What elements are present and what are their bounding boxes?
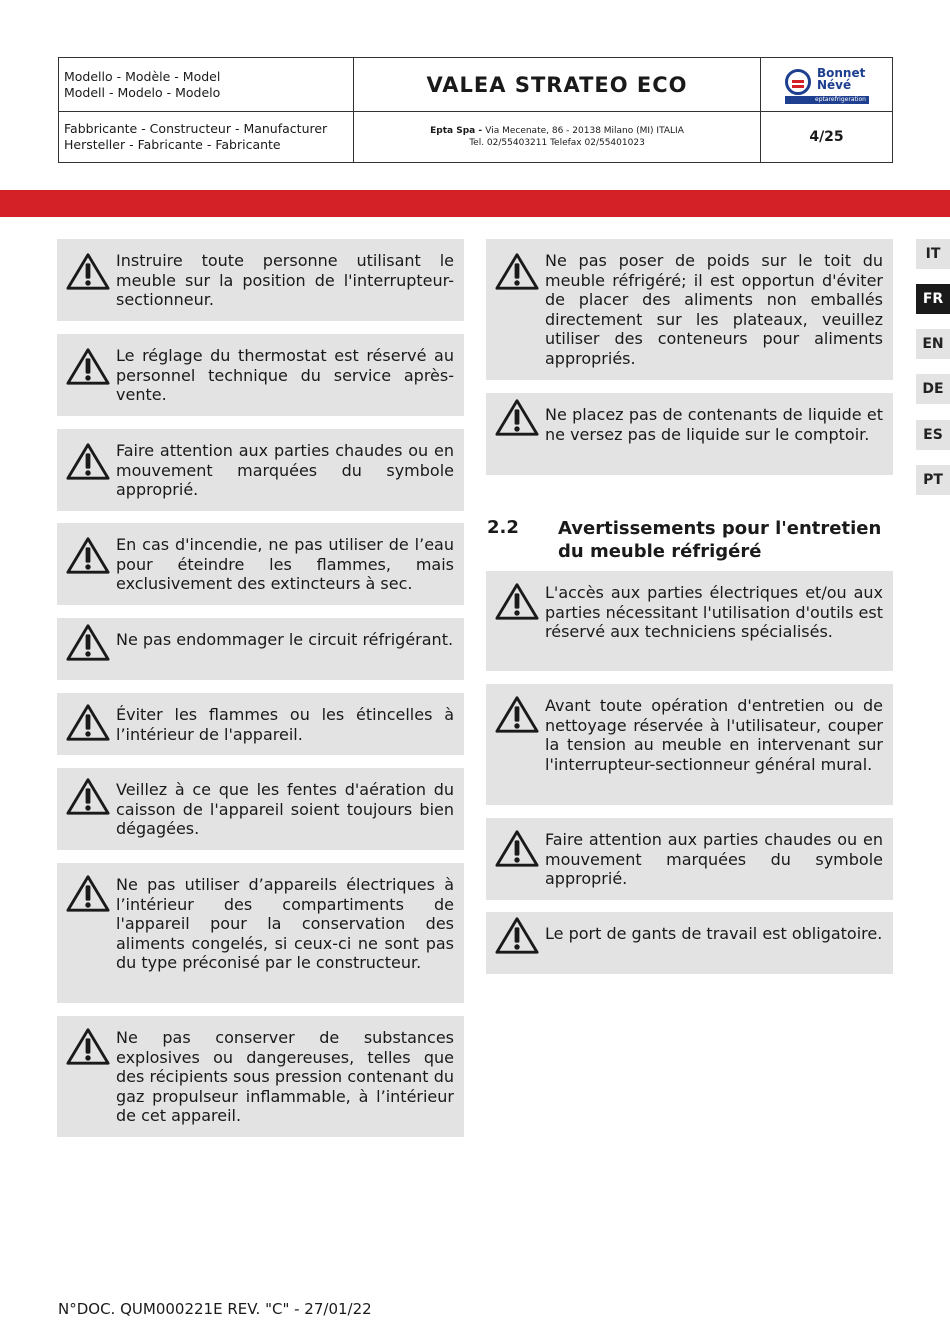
lang-tab-en[interactable]: EN [916,329,950,359]
logo-cell [761,58,892,112]
manufacturer-label-line1: Fabbricante - Constructeur - Manufacturer [64,121,328,136]
model-title: VALEA STRATEO ECO [354,58,761,112]
warning-box [57,1016,464,1137]
warning-box [57,239,464,321]
lang-tab-de[interactable]: DE [916,374,950,404]
warning-text: Instruire toute personne utilisant le meuble sur la position de l'interrupteur-sectionneur. [116,251,454,309]
warning-icon [66,251,110,291]
model-label [59,58,354,112]
warning-text: L'accès aux parties électriques et/ou aux parties nécessitant l'utilisation d'outils est réservé aux techniciens spécialisés. [545,583,883,641]
warning-text: Éviter les flammes ou les étincelles à l’intérieur de l'appareil. [116,705,454,744]
warning-box [57,334,464,416]
warning-text: En cas d'incendie, ne pas utiliser de l’eau pour éteindre les flammes, mais exclusivement des extincteurs à sec. [116,535,454,593]
warning-box [57,863,464,1003]
lang-tab-fr[interactable]: FR [916,284,950,314]
section-title: Avertissements pour l'entretien du meuble réfrigéré [558,518,882,562]
company-name: Epta Spa - [430,126,486,136]
document-header [58,57,893,163]
lang-tab-es[interactable]: ES [916,420,950,450]
warning-text: Le réglage du thermostat est réservé au personnel technique du service après-vente. [116,346,454,404]
logo-text-line1: Bonnet [817,66,866,80]
warning-box [57,523,464,605]
warning-text: Ne pas poser de poids sur le toit du meuble réfrigéré; il est opportun d'éviter de placer des aliments non emballés directement sur les plateaux, veuillez utiliser des conteneurs pour aliments appropriés. [545,251,883,368]
warning-text: Ne pas endommager le circuit réfrigérant. [116,630,454,649]
company-address: Via Mecenate, 86 - 20138 Milano (MI) ITALIA [485,126,684,136]
logo-text-line2: Névé [817,78,852,92]
warning-icon [66,535,110,575]
warning-text: Faire attention aux parties chaudes ou en mouvement marquées du symbole approprié. [116,441,454,499]
warning-icon [66,702,110,742]
warning-box [486,912,893,974]
warning-icon [495,828,539,868]
warning-box [486,818,893,900]
page-number: 4/25 [809,129,844,145]
warning-box [57,693,464,755]
warning-box [486,684,893,805]
model-label-line1: Modello - Modèle - Model [64,69,221,84]
bonnet-neve-logo [783,66,873,106]
warning-box [486,239,893,380]
warning-text: Ne pas conserver de substances explosives ou dangereuses, telles que des récipients sous pression contenant du gaz propulseur inflammable, à l’intérieur de cet appareil. [116,1028,454,1125]
section-number: 2.2 [487,517,519,538]
warning-box [57,618,464,680]
warning-icon [495,694,539,734]
warning-icon [495,581,539,621]
warning-text: Faire attention aux parties chaudes ou en mouvement marquées du symbole approprié. [545,830,883,888]
warning-icon [66,873,110,913]
warning-icon [66,622,110,662]
warning-text: Ne pas utiliser d’appareils électriques à l’intérieur des compartiments de l'appareil pour la conservation des aliments congelés, si ceux-ci ne sont pas du type préconisé par le constructeur. [116,875,454,972]
lang-tab-pt[interactable]: PT [916,465,950,495]
logo-mark-icon [785,69,811,95]
warning-box [57,429,464,511]
warning-icon [66,1026,110,1066]
lang-tab-it[interactable]: IT [916,239,950,269]
warning-icon [495,397,539,437]
warning-icon [66,441,110,481]
document-footer: N°DOC. QUM000221E REV. "C" - 27/01/22 [58,1300,372,1318]
red-banner [0,190,950,217]
warning-box [57,768,464,850]
warning-text: Avant toute opération d'entretien ou de nettoyage réservée à l'utilisateur, couper la tension au meuble en intervenant sur l'interrupteur-sectionneur général mural. [545,696,883,774]
warning-icon [66,346,110,386]
warning-box [486,393,893,475]
warning-text: Le port de gants de travail est obligatoire. [545,924,883,943]
warning-text: Ne placez pas de contenants de liquide et ne versez pas de liquide sur le comptoir. [545,405,883,444]
manufacturer-address [354,112,761,162]
warning-box [486,571,893,671]
manufacturer-label [59,112,354,162]
warning-icon [495,915,539,955]
company-phone: Tel. 02/55403211 Telefax 02/55401023 [469,138,645,148]
warning-text: Veillez à ce que les fentes d'aération du caisson de l'appareil soient toujours bien dégagées. [116,780,454,838]
warning-icon [66,776,110,816]
model-label-line2: Modell - Modelo - Modelo [64,85,221,100]
logo-subtitle: eptarefrigeration [785,96,869,104]
warning-icon [495,251,539,291]
manufacturer-label-line2: Hersteller - Fabricante - Fabricante [64,137,281,152]
